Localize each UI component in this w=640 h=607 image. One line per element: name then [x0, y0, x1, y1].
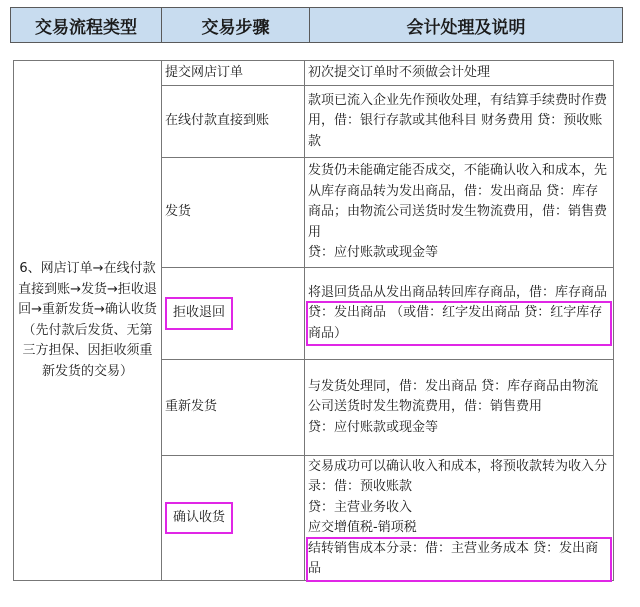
desc-cell — [305, 61, 614, 86]
desc-line: 贷：主营业务收入 — [308, 499, 413, 515]
header-accounting: 会计处理及说明 — [406, 17, 526, 38]
step-cell — [162, 456, 305, 581]
desc-cell — [305, 86, 614, 158]
highlighted-step: 确认收货 — [165, 502, 233, 535]
desc-cell — [305, 360, 614, 456]
table-row — [14, 61, 614, 86]
step-cell: 在线付款直接到账 — [162, 86, 305, 158]
header-step: 交易步骤 — [162, 8, 310, 42]
desc-line: 将退回货品从发出商品转回库存商品，借：库存商品 — [308, 284, 608, 300]
accounting-table — [13, 60, 614, 581]
desc-line: 贷：应付账款或现金等 — [308, 245, 439, 261]
desc-cell — [305, 158, 614, 268]
table-header — [10, 7, 623, 43]
desc-line: 贷：应付账款或现金等 — [308, 419, 439, 435]
highlighted-desc-line: 结转销售成本分录：借：主营业务成本 贷：发出商品 — [308, 539, 610, 580]
desc-line: 与发货处理同，借：发出商品 贷：库存商品由物流公司送货时发生物流费用，借：销售费用 — [308, 378, 599, 415]
highlighted-desc-line: 贷：发出商品 （或借：红字发出商品 贷：红字库存商品） — [308, 303, 610, 344]
highlighted-step: 拒收退回 — [165, 297, 233, 330]
desc-line: 交易成功可以确认收入和成本，将预收款转为收入分录：借：预收账款 — [308, 458, 608, 494]
desc-cell — [305, 456, 614, 581]
step-cell — [162, 268, 305, 360]
step-cell: 提交网店订单 — [162, 61, 305, 86]
step-cell: 发货 — [162, 158, 305, 268]
desc-cell — [305, 268, 614, 360]
desc-line: 初次提交订单时不须做会计处理 — [308, 64, 491, 80]
desc-line: 应交增值税-销项税 — [308, 520, 417, 535]
header-flow-type: 交易流程类型 — [11, 8, 162, 42]
desc-line: 发货仍未能确定能否成交，不能确认收入和成本，先从库存商品转为发出商品，借：发出商品 贷：库存商品；由物流公司送货时发生物流费用，借：销售费用 — [308, 163, 608, 240]
desc-line: 款项已流入企业先作预收处理，有结算手续费时作费用，借：银行存款或其他科目 财务费用 贷：预收账款 — [308, 92, 608, 149]
step-cell: 重新发货 — [162, 360, 305, 456]
flow-type-cell: 6、网店订单→在线付款直接到账→发货→拒收退回→重新发货→确认收货（先付款后发货、无第三方担保、因拒收须重新发货的交易） — [14, 61, 162, 581]
